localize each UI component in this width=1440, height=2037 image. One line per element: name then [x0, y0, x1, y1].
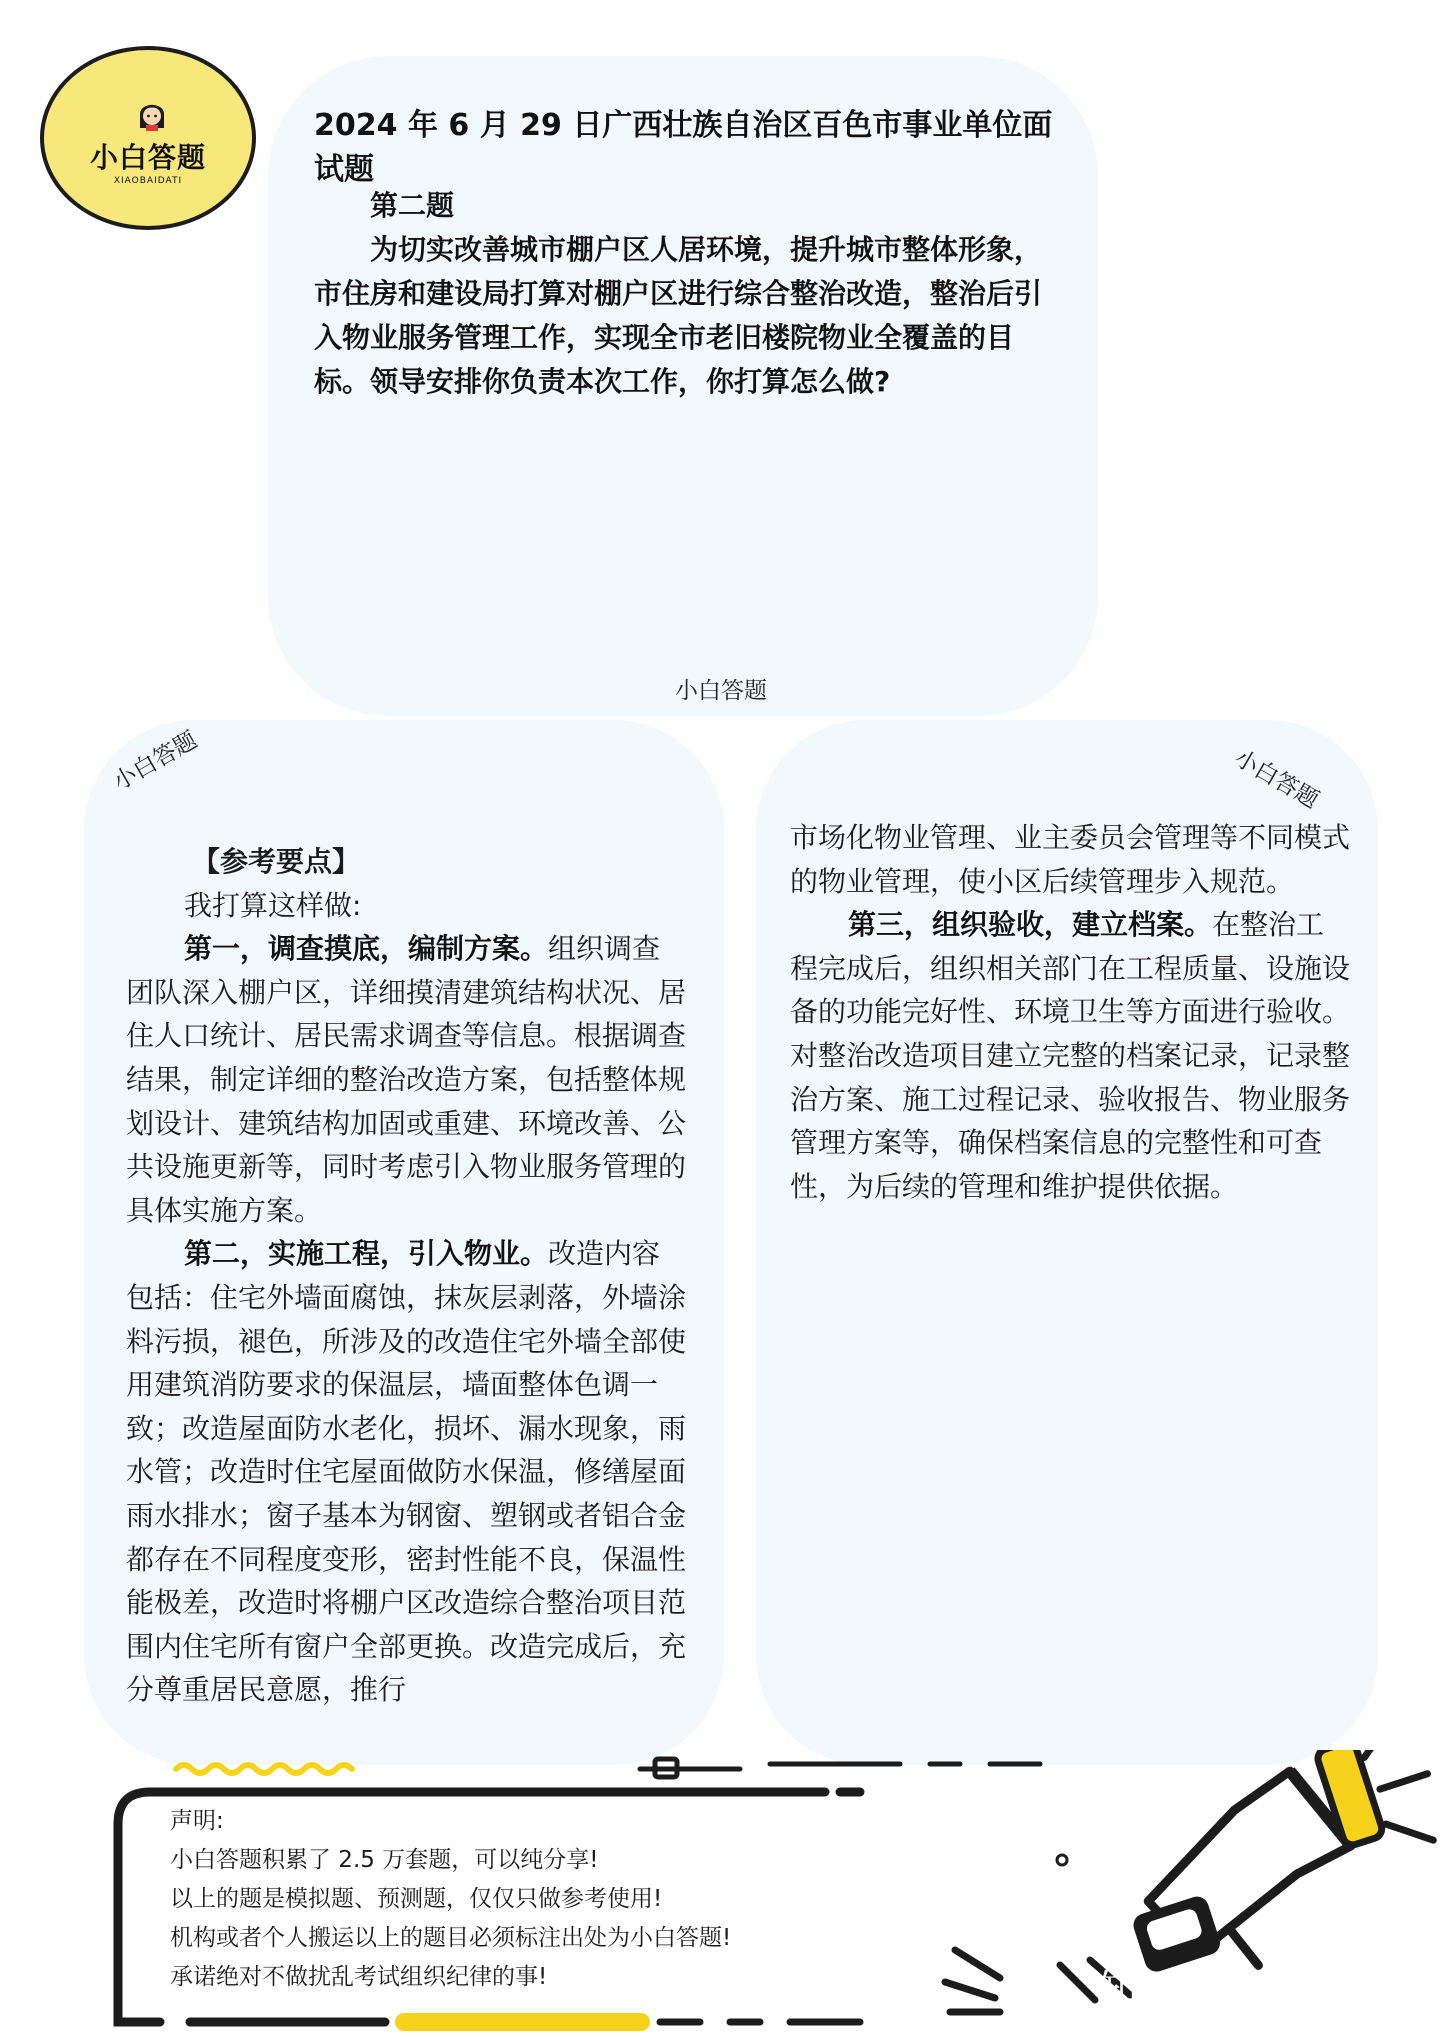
watermark-right: 小白答题	[1230, 745, 1323, 814]
point-2-title: 第二，实施工程，引入物业。	[184, 1237, 549, 1271]
question-block	[314, 184, 1066, 404]
declaration-title: 声明:	[170, 1808, 224, 1834]
point-3-title: 第三，组织验收，建立档案。	[848, 908, 1213, 942]
answer-left-column	[126, 840, 686, 1712]
watermark-top: 小白答题	[675, 678, 767, 704]
point-3-text: 在整治工程完成后，组织相关部门在工程质量、设施设备的功能完好性、环境卫生等方面进行验收。对整治改造项目建立完整的档案记录，记录整治方案、施工过程记录、验收报告、物业服务管理方案等，确保档案信息的完整性和可查性，为后续的管理和维护提供依据。	[790, 908, 1351, 1203]
logo-name: 小白答题	[89, 141, 206, 174]
answer-heading: 【参考要点】	[192, 845, 361, 878]
point-1-title: 第一，调查摸底，编制方案。	[184, 932, 549, 966]
zigzag-decoration	[176, 1765, 352, 1773]
answer-point-1	[126, 927, 686, 1232]
point-1-text: 组织调查团队深入棚户区，详细摸清建筑结构状况、居住人口统计、居民需求调查等信息。根据调查结果，制定详细的整治改造方案，包括整体规划设计、建筑结构加固或重建、环境改善、公共设施更新等，同时考虑引入物业服务管理的具体实施方案。	[126, 932, 687, 1227]
logo-subtitle: XIAOBAIDATI	[113, 176, 183, 186]
answer-right-column	[790, 816, 1350, 1208]
declaration-line: 机构或者个人搬运以上的题目必须标注出处为小白答题!	[170, 1925, 732, 1951]
answer-intro: 我打算这样做:	[184, 888, 362, 922]
answer-point-3	[790, 903, 1350, 1208]
question-label: 第二题	[370, 189, 455, 222]
point-2-continued: 市场化物业管理、业主委员会管理等不同模式的物业管理，使小区后续管理步入规范。	[790, 821, 1351, 898]
platform-name: 知乎	[1098, 1967, 1180, 2013]
declaration-text	[170, 1802, 930, 1997]
page-title: 2024 年 6 月 29 日广西壮族自治区百色市事业单位面试题	[314, 108, 1053, 187]
declaration-line: 小白答题积累了 2.5 万套题，可以纯分享!	[170, 1847, 599, 1873]
declaration-line: 以上的题是模拟题、预测题，仅仅只做参考使用!	[170, 1886, 663, 1912]
brand-logo	[40, 46, 256, 230]
at-sign: @	[1190, 1967, 1231, 2013]
answer-point-2	[126, 1232, 686, 1712]
mascot-face-icon	[136, 98, 168, 132]
question-text: 为切实改善城市棚户区人居环境，提升城市整体形象，市住房和建设局打算对棚户区进行综合整治改造，整治后引入物业服务管理工作，实现全市老旧楼院物业全覆盖的目标。领导安排你负责本次工作，你打算怎么做?	[314, 233, 1043, 398]
point-2-text: 改造内容包括：住宅外墙面腐蚀，抹灰层剥落，外墙涂料污损，褪色，所涉及的改造住宅外墙全部使用建筑消防要求的保温层，墙面整体色调一致；改造屋面防水老化，损坏、漏水现象，雨水管；改造时住宅屋面做防水保温，修缮屋面雨水排水；窗子基本为钢窗、塑钢或者铝合金都存在不同程度变形，密封性能不良，保温性能极差，改造时将棚户区改造综合整治项目范围内住宅所有窗户全部更换。改造完成后，充分尊重居民意愿，推行	[126, 1237, 687, 1707]
declaration-line: 承诺绝对不做扰乱考试组织纪律的事!	[170, 1964, 548, 1990]
watermark-left: 小白答题	[109, 727, 202, 796]
zhihu-watermark	[1098, 1958, 1405, 2015]
author-name: 小白答题	[1241, 1967, 1405, 2013]
